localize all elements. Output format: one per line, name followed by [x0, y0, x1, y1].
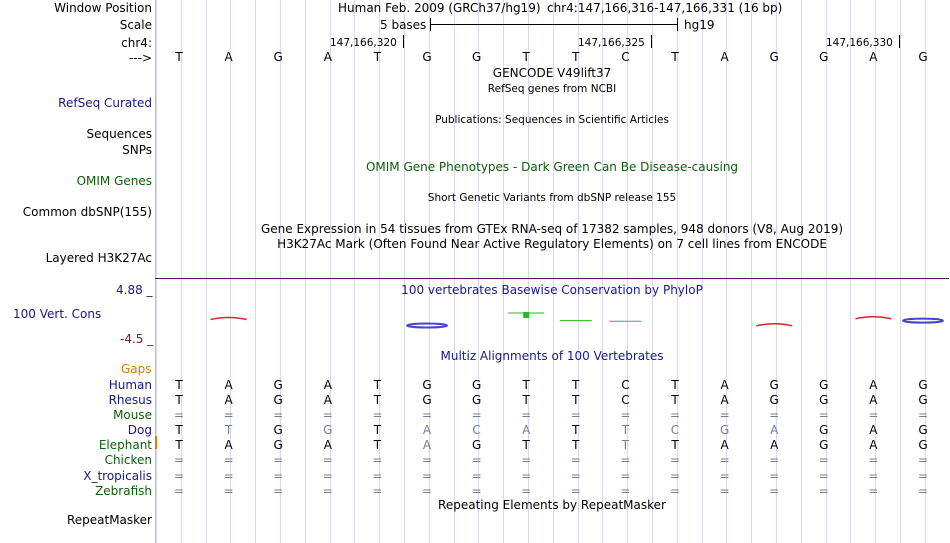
base-letter: C — [621, 50, 630, 64]
scale-label: Scale — [119, 18, 152, 32]
alignment-base: = — [818, 408, 829, 422]
alignment-base: = — [273, 408, 284, 422]
base-letter: A — [720, 50, 729, 64]
alignment-base: T — [572, 438, 580, 452]
dbsnp-track-subtitle: Short Genetic Variants from dbSNP release 155 — [427, 192, 677, 204]
base-letter: G — [918, 50, 928, 64]
base-letter: A — [323, 50, 332, 64]
refseq-curated-label[interactable]: RefSeq Curated — [58, 96, 152, 110]
alignment-base: G — [918, 378, 928, 392]
alignment-base: = — [669, 469, 681, 483]
alignment-base: G — [471, 438, 482, 452]
alignment-base: = — [273, 453, 284, 467]
alignment-base: T — [373, 378, 382, 392]
base-letter: T — [572, 50, 580, 64]
alignment-base: A — [323, 438, 332, 452]
alignment-base: T — [522, 378, 530, 392]
alignment-base: T — [572, 423, 580, 437]
phylop-mark — [523, 312, 529, 318]
alignment-base: = — [173, 469, 185, 483]
alignment-base: = — [868, 453, 879, 467]
alignment-base: = — [917, 484, 929, 498]
vert-cons-label[interactable]: 100 Vert. Cons — [13, 307, 102, 321]
alignment-base: = — [917, 469, 929, 483]
phylop-mark — [407, 324, 447, 328]
alignment-base: G — [819, 438, 829, 452]
alignment-base: G — [819, 378, 829, 392]
alignment-base: = — [521, 408, 532, 422]
phylop-mark — [903, 319, 943, 323]
grid-line — [652, 0, 653, 543]
phylop-graph — [156, 296, 949, 336]
alignment-base: = — [818, 469, 829, 483]
refseq-track-subtitle: RefSeq genes from NCBI — [487, 83, 617, 95]
base-letter: T — [175, 50, 183, 64]
alignment-base: G — [819, 423, 829, 437]
species-label[interactable]: Dog — [127, 423, 152, 437]
grid-line — [801, 0, 802, 543]
base-letter: A — [224, 50, 233, 64]
alignment-base: T — [671, 438, 679, 452]
alignment-base: T — [572, 393, 580, 407]
window-position-label: Window Position — [54, 1, 152, 15]
alignment-base: G — [273, 438, 283, 452]
alignment-base: = — [868, 408, 879, 422]
alignment-base: = — [273, 469, 284, 483]
alignment-base: = — [322, 453, 333, 467]
alignment-base: T — [671, 393, 679, 407]
coord-2: 147,166,325 — [578, 37, 645, 49]
alignment-base: = — [521, 484, 532, 498]
alignment-base: G — [273, 393, 283, 407]
phylop-mark — [756, 324, 792, 326]
coord-3: 147,166,330 — [826, 37, 893, 49]
alignment-base: = — [669, 408, 681, 422]
alignment-base: = — [421, 408, 433, 422]
alignment-base: G — [769, 378, 779, 392]
alignment-base: A — [422, 438, 432, 452]
species-label[interactable]: Zebrafish — [95, 484, 152, 498]
omim-track-title[interactable]: OMIM Gene Phenotypes - Dark Green Can Be Disease-causing — [365, 160, 739, 174]
alignment-base: = — [570, 408, 581, 422]
alignment-base: = — [471, 408, 482, 422]
alignment-base: T — [373, 393, 382, 407]
alignment-base: = — [322, 484, 333, 498]
alignment-base: T — [224, 423, 233, 437]
alignment-base: G — [819, 393, 829, 407]
alignment-base: C — [621, 393, 630, 407]
species-label[interactable]: Elephant — [98, 438, 152, 452]
base-letter: G — [273, 50, 283, 64]
grid-line — [751, 0, 752, 543]
alignment-base: G — [471, 378, 482, 392]
alignment-base: = — [173, 484, 185, 498]
alignment-base: A — [720, 438, 729, 452]
species-label[interactable]: Human — [108, 378, 152, 392]
grid-line — [255, 0, 256, 543]
phylop-mark — [211, 318, 247, 320]
alignment-base: = — [372, 484, 383, 498]
assembly-text: Human Feb. 2009 (GRCh37/hg19) — [338, 1, 541, 15]
alignment-base: = — [570, 484, 581, 498]
alignment-base: = — [620, 453, 631, 467]
alignment-base: T — [175, 423, 183, 437]
scale-bar-right-tick — [677, 18, 678, 31]
alignment-base: T — [671, 378, 679, 392]
gtex-track-title[interactable]: Gene Expression in 54 tissues from GTEx RNA-seq of 17382 samples, 948 donors (V8, Aug 2019) — [260, 222, 844, 236]
grid-line — [454, 0, 455, 543]
alignment-base: = — [471, 453, 482, 467]
coord-1: 147,166,320 — [330, 37, 397, 49]
alignment-base: = — [868, 469, 879, 483]
alignment-base: = — [322, 469, 333, 483]
coord-2-tick — [651, 35, 652, 48]
alignment-base: T — [175, 378, 183, 392]
species-label[interactable]: Rhesus — [108, 393, 152, 407]
alignment-base: = — [223, 453, 234, 467]
alignment-base: = — [719, 484, 730, 498]
track-divider — [155, 278, 949, 279]
h3k27ac-track-title[interactable]: H3K27Ac Mark (Often Found Near Active Regulatory Elements) on 7 cell lines from ENCODE — [277, 237, 827, 251]
alignment-base: G — [323, 423, 333, 437]
alignment-base: T — [175, 438, 183, 452]
species-label[interactable]: X_tropicalis — [83, 469, 152, 483]
alignment-base: = — [719, 453, 730, 467]
grid-line — [305, 0, 306, 543]
alignment-base: A — [869, 438, 878, 452]
alignment-base: = — [570, 469, 581, 483]
alignment-base: A — [323, 378, 332, 392]
layered-h3k27ac-label[interactable]: Layered H3K27Ac — [45, 251, 152, 265]
alignment-base: A — [323, 393, 332, 407]
alignment-base: = — [173, 408, 185, 422]
alignment-base: = — [471, 469, 482, 483]
scale-text: 5 bases — [380, 18, 427, 32]
base-letter: A — [869, 50, 878, 64]
alignment-base: G — [273, 378, 283, 392]
alignment-base: G — [471, 393, 482, 407]
base-letter: G — [769, 50, 779, 64]
alignment-base: = — [769, 469, 780, 483]
alignment-base: = — [273, 484, 284, 498]
alignment-base: T — [373, 423, 382, 437]
alignment-base: = — [372, 453, 383, 467]
alignment-base: T — [522, 438, 530, 452]
alignment-base: T — [522, 393, 530, 407]
alignment-base: C — [621, 378, 630, 392]
position-text: chr4:147,166,316-147,166,331 (16 bp) — [547, 1, 783, 15]
grid-line — [850, 0, 851, 543]
omim-genes-label[interactable]: OMIM Genes — [76, 174, 152, 188]
alignment-base: = — [173, 453, 185, 467]
alignment-base: A — [224, 393, 233, 407]
alignment-base: G — [422, 378, 432, 392]
alignment-base: A — [869, 423, 878, 437]
alignment-base: = — [620, 484, 631, 498]
base-letter: T — [373, 50, 382, 64]
grid-line — [404, 0, 405, 543]
alignment-base: = — [769, 408, 780, 422]
grid-line — [702, 0, 703, 543]
alignment-base: = — [818, 453, 829, 467]
gaps-label[interactable]: Gaps — [121, 362, 152, 376]
alignment-base: = — [223, 484, 234, 498]
scale-db: hg19 — [684, 18, 715, 32]
alignment-base: = — [719, 469, 730, 483]
alignment-base: C — [472, 423, 481, 437]
alignment-base: = — [421, 484, 433, 498]
alignment-base: = — [719, 408, 730, 422]
coord-1-tick — [403, 35, 404, 48]
sequences-label[interactable]: Sequences — [86, 127, 152, 141]
alignment-base: T — [621, 438, 630, 452]
alignment-base: = — [669, 484, 681, 498]
alignment-base: A — [869, 393, 878, 407]
alignment-base: = — [769, 484, 780, 498]
grid-line — [354, 0, 355, 543]
grid-line — [156, 0, 157, 543]
chrom-label: chr4: — [121, 36, 152, 50]
alignment-base: = — [372, 408, 383, 422]
alignment-base: A — [770, 423, 779, 437]
base-letter: G — [471, 50, 482, 64]
elephant-gap-marker — [155, 436, 157, 449]
alignment-base: = — [421, 453, 433, 467]
alignment-base: G — [769, 393, 779, 407]
base-letter: T — [522, 50, 530, 64]
scale-bar — [430, 24, 677, 25]
alignment-base: = — [620, 408, 631, 422]
alignment-base: = — [868, 484, 879, 498]
base-letter: G — [422, 50, 432, 64]
alignment-base: A — [770, 438, 779, 452]
alignment-base: T — [572, 378, 580, 392]
alignment-base: G — [422, 393, 432, 407]
alignment-base: A — [522, 423, 531, 437]
species-label[interactable]: Chicken — [104, 453, 152, 467]
coord-3-tick — [899, 35, 900, 48]
alignment-base: = — [223, 469, 234, 483]
alignment-base: = — [917, 453, 929, 467]
repeatmasker-label[interactable]: RepeatMasker — [66, 513, 152, 527]
alignment-base: = — [818, 484, 829, 498]
base-letter: G — [819, 50, 829, 64]
alignment-base: G — [918, 438, 928, 452]
species-label[interactable]: Mouse — [113, 408, 152, 422]
alignment-base: = — [570, 453, 581, 467]
strand-label: ---> — [128, 51, 152, 65]
alignment-base: C — [670, 423, 680, 437]
alignment-base: = — [620, 469, 631, 483]
phylop-track-title[interactable]: 100 vertebrates Basewise Conservation by PhyloP — [401, 283, 703, 297]
grid-line — [206, 0, 207, 543]
alignment-base: T — [175, 393, 183, 407]
alignment-base: T — [373, 438, 382, 452]
scale-bar-left-tick — [430, 18, 431, 31]
multiz-track-title[interactable]: Multiz Alignments of 100 Vertebrates — [440, 349, 664, 363]
alignment-base: G — [719, 423, 730, 437]
alignment-base: T — [621, 423, 630, 437]
repeatmasker-track-title[interactable]: Repeating Elements by RepeatMasker — [438, 498, 666, 512]
alignment-base: = — [521, 453, 532, 467]
alignment-base: A — [720, 378, 729, 392]
phylop-min-label: -4.5 _ — [120, 332, 154, 346]
publications-track-subtitle: Publications: Sequences in Scientific Articles — [435, 114, 669, 126]
alignment-base: A — [869, 378, 878, 392]
phylop-max-label: 4.88 _ — [116, 283, 153, 297]
alignment-base: = — [421, 469, 433, 483]
alignment-base: = — [471, 484, 482, 498]
alignment-base: = — [521, 469, 532, 483]
gencode-track-title[interactable]: GENCODE V49lift37 — [492, 66, 612, 80]
alignment-base: = — [223, 408, 234, 422]
alignment-base: G — [273, 423, 283, 437]
grid-line — [900, 0, 901, 543]
alignment-base: = — [769, 453, 780, 467]
snps-label[interactable]: SNPs — [122, 143, 152, 157]
alignment-base: = — [322, 408, 333, 422]
alignment-base: G — [918, 393, 928, 407]
base-letter: T — [671, 50, 679, 64]
alignment-base: = — [669, 453, 681, 467]
alignment-base: A — [224, 438, 233, 452]
alignment-base: = — [372, 469, 383, 483]
phylop-mark — [855, 317, 891, 319]
alignment-base: A — [224, 378, 233, 392]
alignment-base: G — [918, 423, 928, 437]
alignment-base: A — [720, 393, 729, 407]
common-dbsnp-label[interactable]: Common dbSNP(155) — [22, 205, 152, 219]
alignment-base: = — [917, 408, 929, 422]
alignment-base: A — [422, 423, 432, 437]
